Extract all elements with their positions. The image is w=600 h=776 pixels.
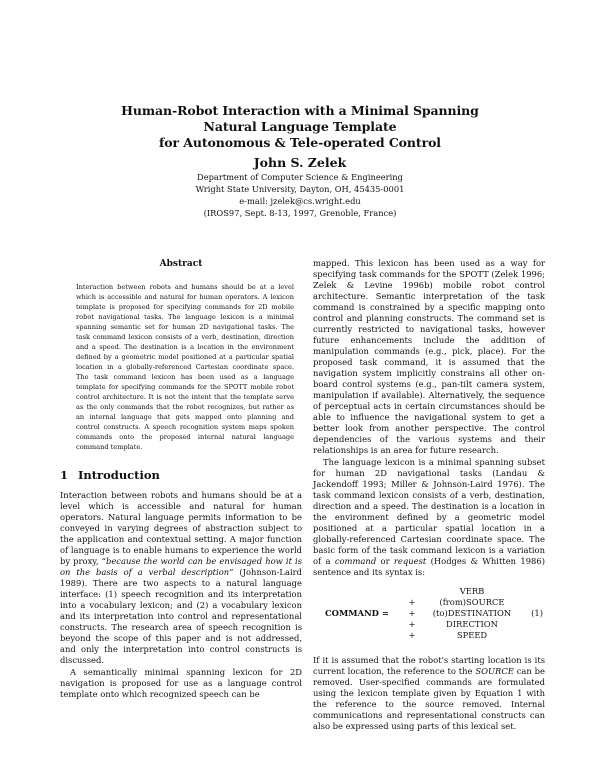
- title-line-1: Human-Robot Interaction with a Minimal Spanning: [121, 103, 479, 118]
- right-p2-request: request: [393, 556, 427, 566]
- right-p3-end: can be removed. User-specified commands are formulated using the lexicon template given by Equation 1 with the reference to the source removed. Internal communications and representational constructs can also be expressed using parts of this lexical set.: [313, 666, 545, 731]
- title-block: [0, 103, 600, 219]
- author-department: Department of Computer Science & Engineering: [197, 172, 403, 182]
- abstract-heading: Abstract: [159, 259, 203, 269]
- right-paragraph-2: [313, 457, 545, 578]
- equation-op: +: [408, 630, 416, 640]
- right-p2-start: The language lexicon is a minimal spanning subset for human 2D navigational tasks (Landau & Jackendoff 1993; Miller & Johnson-Laird 1976). The task command lexicon consists of a verb, destination, direction and a speed. The destination is a location in the environment defined by a geometric model positioned at a particular spatial location in a globally-referenced Cartesian coordinate space. The basic form of the task command lexicon is a variation of a: [313, 457, 545, 566]
- title-line-2: Natural Language Template: [203, 119, 397, 134]
- title-line-3: for Autonomous & Tele-operated Control: [159, 135, 441, 150]
- intro-p1-start: Interaction between robots and humans should be at a level which is accessible and natural for human operators. Natural language permits information to be conveyed in varying degrees of abstraction subject to the application and contextual setting. A major function of language is to enable humans to experience the world by proxy,: [60, 490, 302, 566]
- equation-operators: [407, 597, 417, 641]
- intro-p1-quote: “because the world can be envisaged how it is on the basis of a verbal description”: [60, 556, 302, 577]
- section-title: Introduction: [78, 468, 160, 482]
- equation-op: +: [408, 597, 416, 607]
- right-p3-start: If it is assumed that the robot's starting location is its current location, the reference to the: [313, 655, 545, 676]
- equation-term: DIRECTION: [446, 619, 498, 629]
- left-column: [60, 258, 302, 700]
- section-heading: [60, 468, 302, 482]
- right-column: [313, 258, 545, 732]
- equation-lhs: COMMAND =: [325, 608, 389, 618]
- abstract-text: Interaction between robots and humans should be at a level which is accessible and natural for human operators. A lexicon template is proposed for specifying commands for 2D mobile robot navigational tasks. The language lexicon is a minimal spanning semantic set for human 2D navigational tasks. The task command lexicon consists of a verb, destination, direction and a speed. The destination is a location in the environment defined by a geometric model positioned at a particular spatial location in a globally-referenced Cartesian coordinate space. The task command lexicon has been used as a language template for specifying commands for the SPOTT mobile robot control architecture. It is not the intent that the template serve as the only commands that the robot recognizes, but rather as an internal language that gets mapped onto planning and control constructs. A speech recognition system maps spoken commands onto the proposed internal natural language command template.: [76, 283, 294, 451]
- right-p2-or: or: [376, 556, 394, 566]
- intro-paragraph-1: [60, 490, 302, 666]
- right-p3-source: SOURCE: [475, 666, 514, 676]
- right-paragraph-1: mapped. This lexicon has been used as a way for specifying task commands for the SPOTT (Zelek 1996; Zelek & Levine 1996b) mobile robot control architecture. Semantic interpretation of the task command is constrained by a specific mapping onto control and planning constructs. The command set is currently restricted to navigational tasks, however future enhancements include the addition of manipulation commands (e.g., pick, place). For the proposed task command, it is assumed that the navigation system implicitly constrains all other on-board control systems (e.g., pan-tilt camera system, manipulation if available). Alternatively, the sequence of perceptual acts in certain circumstances should be able to influence the navigational system to get a better look from another perspective. The control dependencies of the various systems and their relationships is an area for future research.: [313, 258, 545, 455]
- right-p2-end: (Hodges & Whitten 1986) sentence and its syntax is:: [313, 556, 545, 577]
- equation-term: (to)DESTINATION: [432, 608, 512, 618]
- author-name: John S. Zelek: [253, 155, 347, 170]
- equation-term: SPEED: [456, 630, 488, 640]
- equation-op: +: [408, 608, 416, 618]
- intro-p1-end: (Johnson-Laird 1989). There are two aspects to a natural language interface: (1) speech recognition and its interpretation into a vocabulary lexicon; and (2) a vocabulary lexicon and its interpretation into control and representational constructs. The research area of speech recognition is beyond the scope of this paper and is not addressed, and only the interpretation into control constructs is discussed.: [60, 567, 302, 665]
- equation-number: (1): [531, 608, 543, 618]
- author-university: Wright State University, Dayton, OH, 45435-0001: [195, 184, 405, 194]
- equation-term: (from)SOURCE: [439, 597, 505, 607]
- author-email: e-mail: jzelek@cs.wright.edu: [239, 196, 361, 206]
- right-paragraph-3: [313, 655, 545, 732]
- equation-term: VERB: [459, 586, 485, 596]
- right-p2-command: command: [334, 556, 377, 566]
- equation-terms: [417, 586, 527, 641]
- equation-op: +: [408, 619, 416, 629]
- conference-note: (IROS97, Sept. 8-13, 1997, Grenoble, France): [203, 208, 397, 218]
- section-number: 1: [60, 468, 69, 482]
- intro-paragraph-2: A semantically minimal spanning lexicon for 2D navigation is proposed for use as a language control template onto which recognized speech can be: [60, 667, 302, 699]
- equation-1: [313, 586, 545, 649]
